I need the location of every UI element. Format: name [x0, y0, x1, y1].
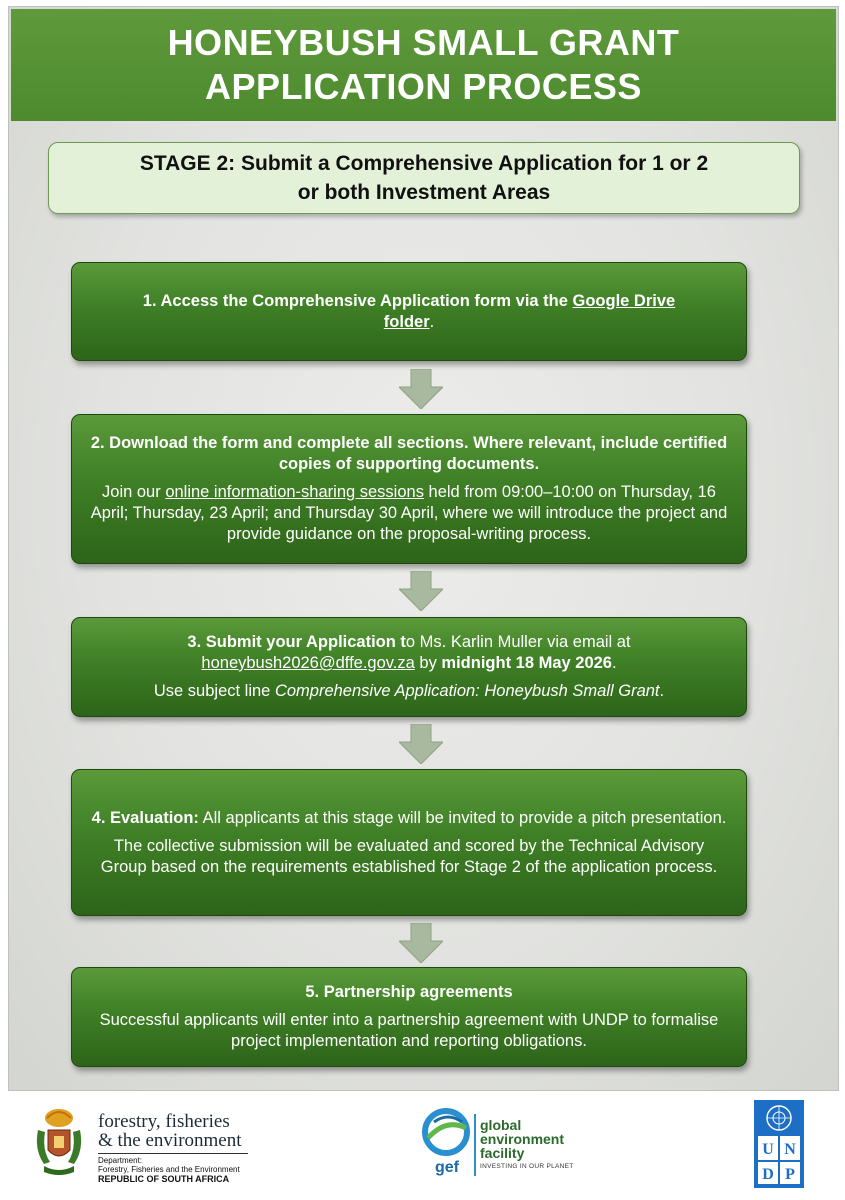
- step-3-period: .: [611, 654, 617, 672]
- down-arrow-icon: [399, 571, 443, 611]
- gef-tagline: INVESTING IN OUR PLANET: [480, 1163, 574, 1170]
- undp-letter-d: D: [762, 1166, 774, 1183]
- gef-line-3: facility: [480, 1145, 525, 1161]
- gef-line-2: environment: [480, 1131, 565, 1147]
- step-3-text: o Ms. Karlin Muller via email at: [405, 633, 631, 651]
- step-1-period: .: [429, 312, 435, 331]
- step-5-text: Successful applicants will enter into a partnership agreement with UNDP to formalise project implementation and reporting obligations.: [99, 1011, 719, 1050]
- dffe-name-line-1: forestry, fisheries: [98, 1111, 230, 1132]
- step-1-text: 1. Access the Comprehensive Application form via the: [142, 291, 573, 310]
- coat-of-arms-icon: [30, 1106, 88, 1180]
- step-2-box: [71, 414, 747, 564]
- undp-letter-u: U: [762, 1141, 774, 1158]
- divider: [98, 1153, 248, 1154]
- dffe-country: REPUBLIC OF SOUTH AFRICA: [98, 1174, 230, 1184]
- divider: [474, 1114, 476, 1176]
- deadline: midnight 18 May 2026: [441, 654, 612, 672]
- down-arrow-icon: [399, 724, 443, 764]
- dffe-dept-full: Forestry, Fisheries and the Environment: [98, 1165, 240, 1174]
- email-link[interactable]: honeybush2026@dffe.gov.za: [201, 654, 415, 672]
- down-arrow-icon: [399, 369, 443, 409]
- step-4-box: [71, 769, 747, 916]
- un-emblem-icon: [767, 1106, 791, 1130]
- subject-period: .: [659, 682, 665, 700]
- gef-mark: gef: [435, 1159, 459, 1176]
- subject-line: Comprehensive Application: Honeybush Small Grant: [274, 682, 660, 700]
- step-5-heading: 5. Partnership agreements: [305, 983, 513, 1001]
- info-sessions-link[interactable]: online information-sharing sessions: [165, 483, 424, 501]
- step-3-by: by: [414, 654, 442, 672]
- poster: [8, 6, 839, 1091]
- stage-line-2: or both Investment Areas: [297, 181, 551, 204]
- stage-line-1: STAGE 2: Submit a Comprehensive Application for 1 or 2: [139, 152, 709, 175]
- google-drive-link[interactable]: Google Drive folder: [383, 291, 676, 331]
- dffe-name-line-2: & the environment: [98, 1130, 242, 1151]
- step-2-heading: 2. Download the form and complete all sections. Where relevant, include certified copies of supporting documents.: [90, 434, 728, 473]
- subject-prefix: Use subject line: [153, 682, 275, 700]
- footer: [0, 1092, 845, 1200]
- gef-logo: [418, 1104, 578, 1184]
- step-5-box: [71, 967, 747, 1067]
- dffe-dept-label: Department:: [98, 1156, 143, 1165]
- down-arrow-icon: [399, 923, 443, 963]
- gef-globe-icon: [418, 1104, 476, 1180]
- step-2-body: held from 09:00–10:00 on Thursday, 16 April; Thursday, 23 April; and Thursday 30 April, where we will introduce the project and provide guidance on the proposal-writing process.: [90, 483, 728, 543]
- stage-heading: [48, 142, 800, 214]
- title-banner: [11, 9, 836, 121]
- step-2-pre: Join our: [102, 483, 166, 501]
- gef-line-1: global: [480, 1117, 522, 1133]
- dffe-logo: [30, 1104, 260, 1184]
- step-1-box: [71, 262, 747, 361]
- title-line-2: APPLICATION PROCESS: [205, 66, 642, 107]
- evaluation-label: 4. Evaluation:: [91, 808, 199, 827]
- undp-logo: [754, 1100, 804, 1188]
- step-4-text-a: All applicants at this stage will be invited to provide a pitch presentation.: [198, 808, 727, 827]
- step-3-bold: 3. Submit your Application t: [187, 633, 406, 651]
- step-4-text-b: The collective submission will be evaluated and scored by the Technical Advisory Group based on the requirements established for Stage 2 of the application process.: [100, 836, 718, 876]
- title-line-1: HONEYBUSH SMALL GRANT: [167, 22, 680, 63]
- step-3-box: [71, 617, 747, 717]
- undp-letter-n: N: [784, 1141, 796, 1158]
- undp-letter-p: P: [785, 1166, 795, 1183]
